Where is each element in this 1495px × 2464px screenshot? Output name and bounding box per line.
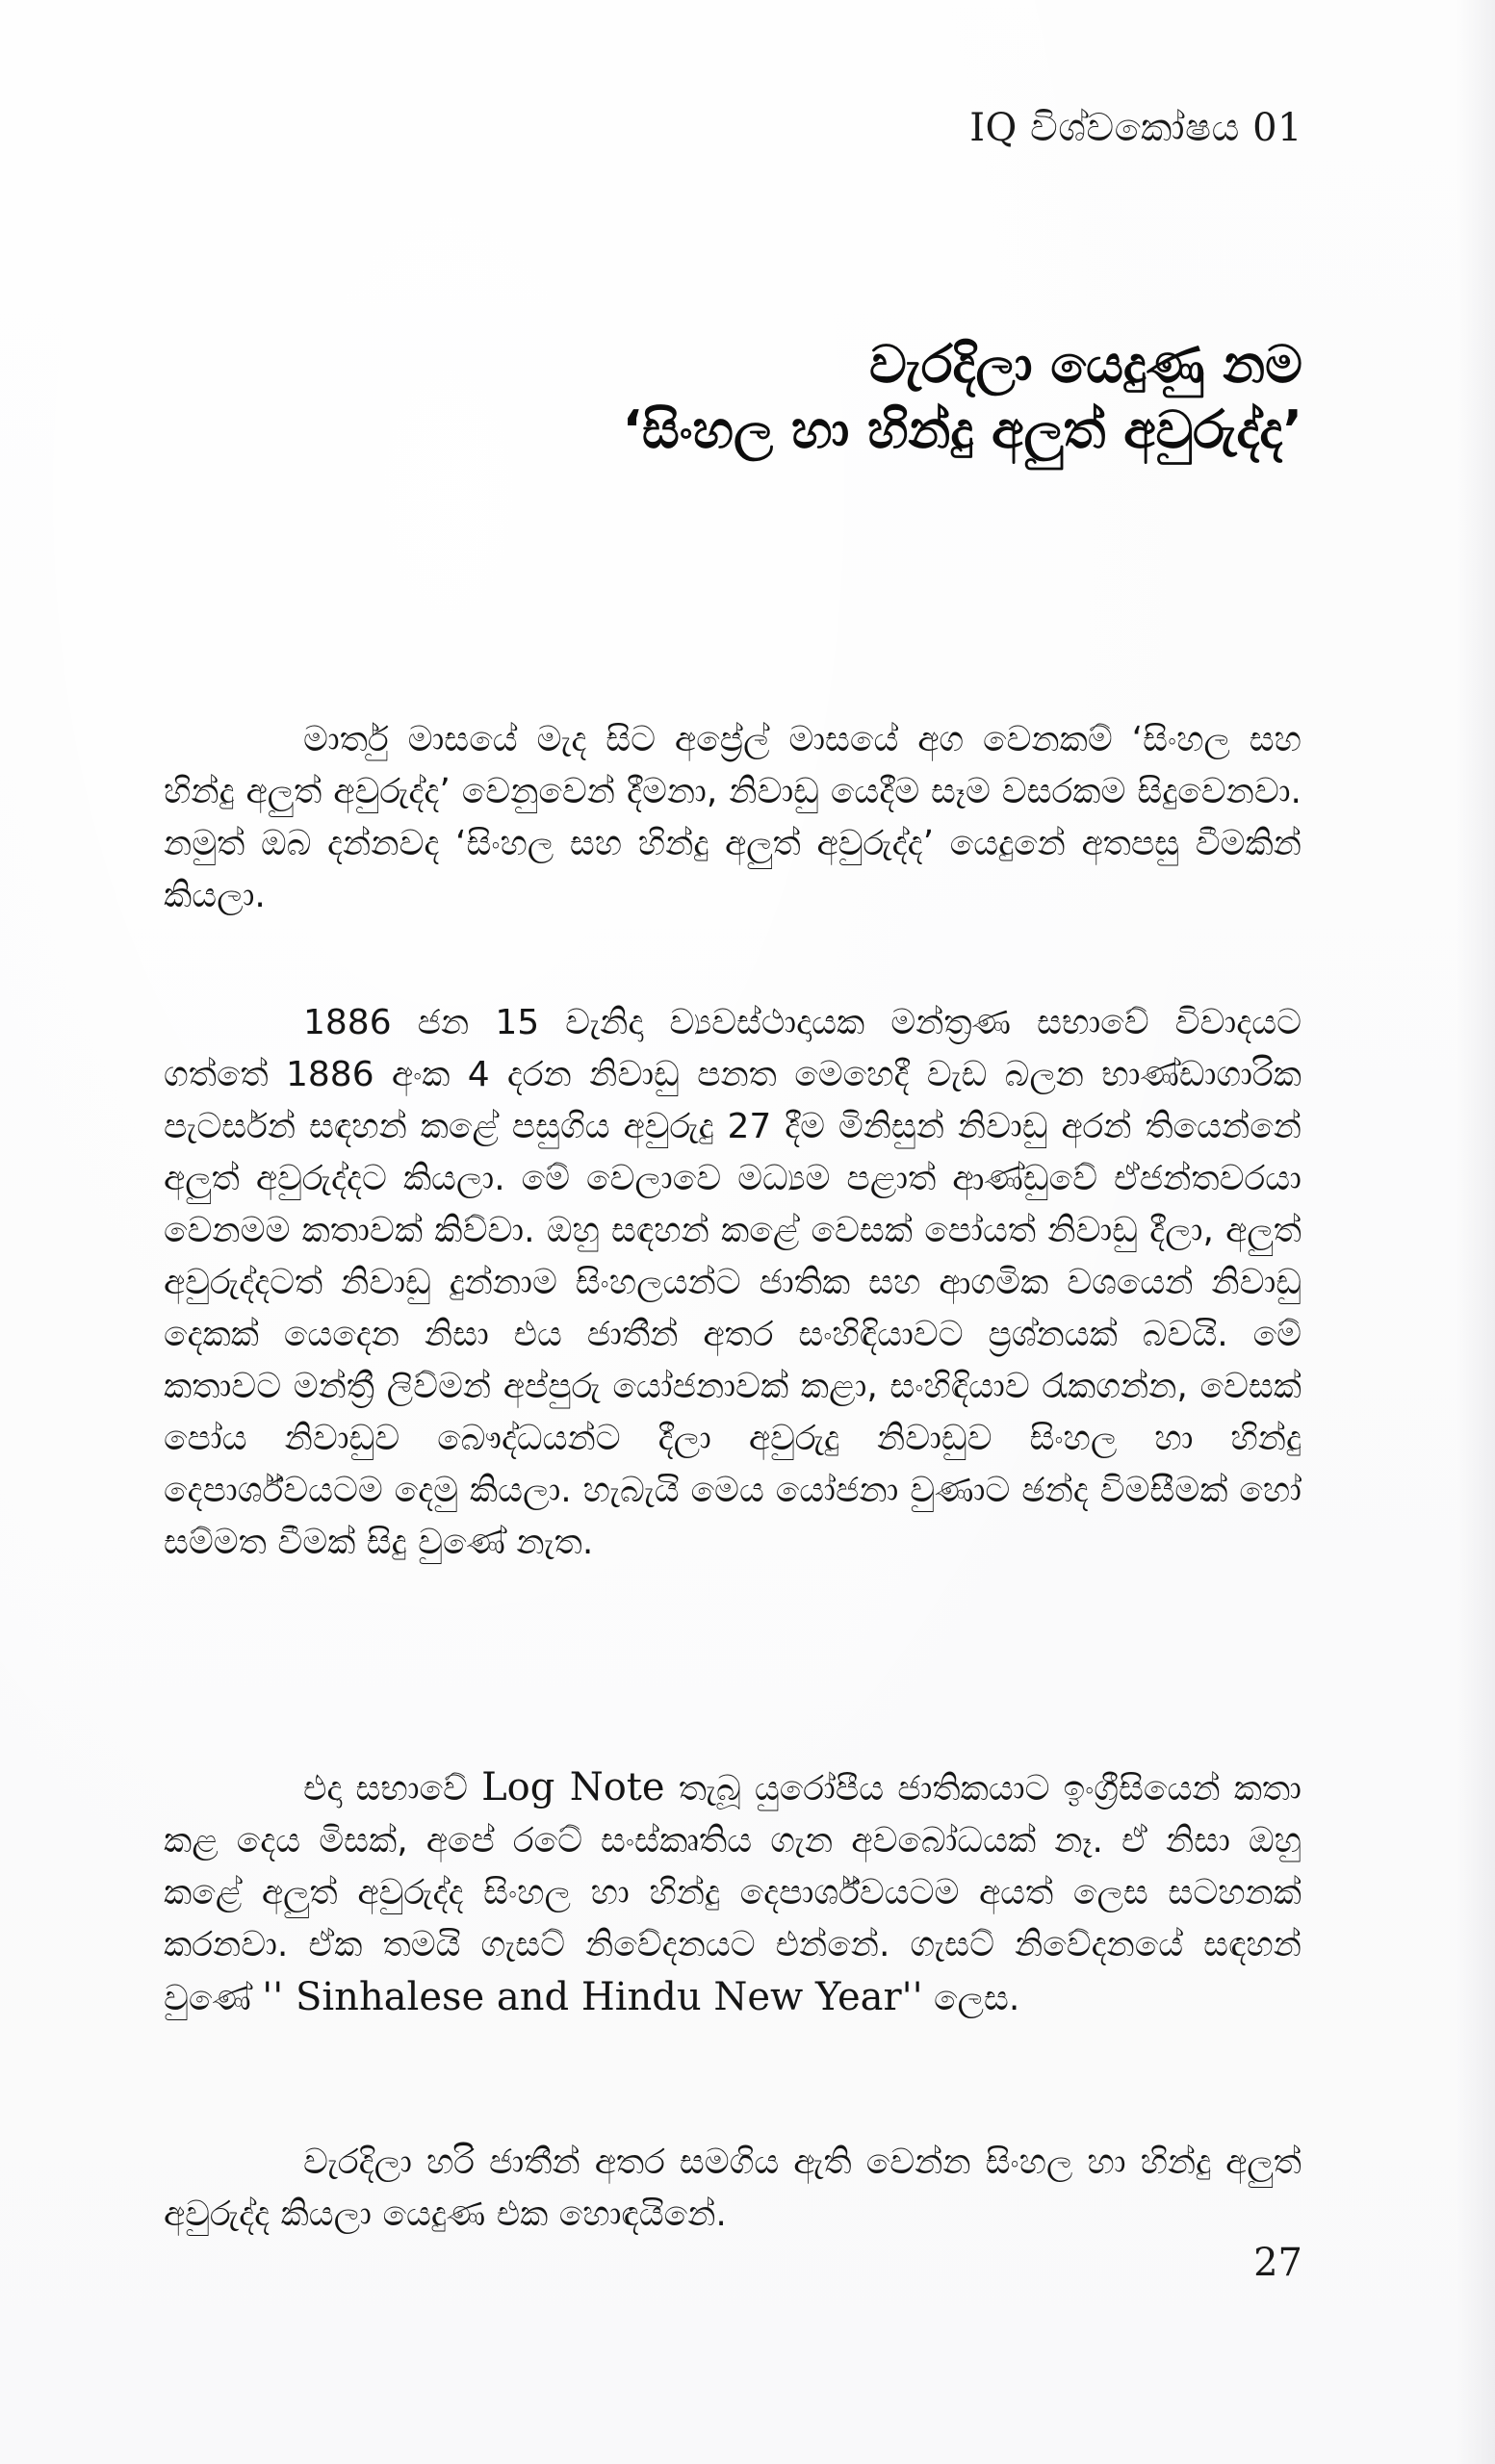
- paragraph-1-text: මාර්තු මාසයේ මැද සිට අප්‍රේල් මාසයේ අග වෙනකම් ‘සිංහල සහ හින්දු අලුත් අවුරුද්ද’ වෙනුවෙන් දීමනා, නිවාඩු යෙදීම සෑම වසරකම සිදුවෙනවා. නමුත් ඔබ දන්නවද ‘සිංහල සහ හින්දු අලුත් අවුරුද්ද’ යෙදුනේ අතපසු වීමකින් කියලා.: [164, 720, 1302, 915]
- paragraph-3-text: [164, 1761, 1302, 2025]
- paragraph-3: [164, 1761, 1302, 2025]
- paragraph-2: [164, 997, 1302, 1569]
- running-header: IQ විශ්වකෝෂය 01: [969, 106, 1302, 150]
- gazette-quote: '' Sinhalese and Hindu New Year'': [262, 1975, 923, 2019]
- article-title-line-2: ‘සිංහල හා හින්දු අලුත් අවුරුද්ද’: [622, 398, 1302, 460]
- paragraph-1: [164, 714, 1302, 922]
- paragraph-3-middle: තැබූ යුරෝපීය ජාතිකයාට ඉංග්‍රීසියෙන් කතා කළ දෙය මිසක්, අපේ රටේ සංස්කෘතිය ගැන අවබෝධයක් නෑ. ඒ නිසා ඔහු කළේ අලුත් අවුරුද්ද සිංහල හා හින්දු දෙපාර්ශ්වයටම අයත් ලෙස සටහනක් කරනවා. ඒක තමයි ගැසට් නිවේදනයට එන්නේ. ගැසට් නිවේදනයේ සඳහන් වුණේ: [164, 1769, 1302, 2018]
- paragraph-4: [164, 2137, 1302, 2241]
- log-note-term: Log Note: [481, 1765, 665, 1810]
- article-title: [622, 332, 1302, 462]
- page-number: 27: [1253, 2241, 1302, 2285]
- paragraph-3-intro: එදා සභාවේ: [303, 1769, 482, 1809]
- paragraph-3-end: ලෙස.: [922, 1979, 1020, 2018]
- page-edge-shadow: [1456, 0, 1495, 2464]
- paragraph-2-text: 1886 ජන 15 වැනිදා ව්‍යවස්ථාදායක මන්ත්‍රණ සභාවේ විවාදයට ගත්තේ 1886 අංක 4 දරන නිවාඩු පනත මෙහෙදී වැඩ බලන භාණ්ඩාගාරික පැටර්සන් සඳහන් කළේ පසුගිය අවුරුදු 27 දීම මිනිසුන් නිවාඩු අරන් තියෙන්නේ අලුත් අවුරුද්දට කියලා. මේ වෙලාවෙ මධ්‍යම පළාත් ආණ්ඩුවේ ඒජන්තවරයා වෙනමම කතාවක් කිව්වා. ඔහු සඳහන් කළේ වෙසක් පෝයත් නිවාඩු දීලා, අලුත් අවුරුද්දටත් නිවාඩු දුන්නාම සිංහලයන්ට ජාතික සහ ආගමික වශයෙන් නිවාඩු දෙකක් යෙදෙන නිසා එය ජාතීන් අතර සංහිඳියාවට ප්‍රශ්නයක් බවයි. මේ කතාවට මන්ත්‍රී ලිව්මන් අප්පුරු යෝජනාවක් කළා, සංහිඳියාව රැකගන්න, වෙසක් පෝය නිවාඩුව බෞද්ධයන්ට දීලා අවුරුදු නිවාඩුව සිංහල හා හින්දු දෙපාර්ශ්වයටම දෙමු කියලා. හැබැයි මෙය යෝජනා වුණාට ඡන්ද විමසීමක් හෝ සම්මත වීමක් සිදු වුණේ නැත.: [164, 1003, 1302, 1562]
- paragraph-4-text: වැරදිලා හරි ජාතීන් අතර සමගිය ඇති වෙන්න සිංහල හා හින්දු අලුත් අවුරුද්ද කියලා යෙදුණ එක හොඳයිනේ.: [164, 2143, 1302, 2234]
- article-title-line-1: වැරදිලා යෙදුණු නම: [869, 334, 1302, 395]
